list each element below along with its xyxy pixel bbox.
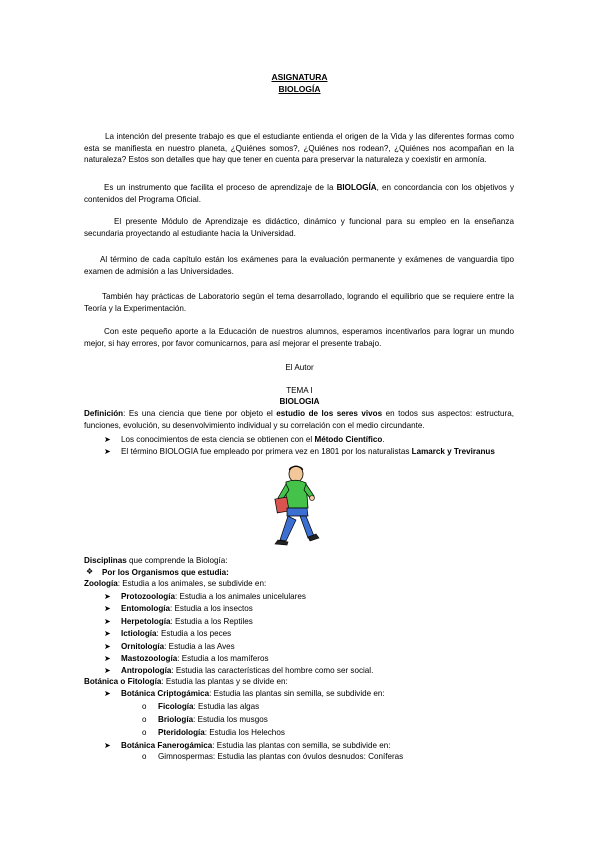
tema-bullet-2: El término BIOLOGIA fue empleado por primera vez en 1801 por los naturalistas Lamarck y Treviranus [121,447,495,456]
zoology-list-item: Ornitología: Estudia a las Aves [121,641,235,651]
tema-bullet-1: Los conocimientos de esta ciencia se obtienen con el Método Científico. [121,435,385,444]
circle-bullet-icon: o [142,702,147,711]
header-line2: BIOLOGÍA [278,84,321,94]
intro-paragraph-2: Es un instrumento que facilita el proceso de aprendizaje de la BIOLOGÍA, en concordancia con los objetivos y contenidos del Programa Oficial. [84,183,514,204]
criptogamica-list-item: Pteridología: Estudia los Helechos [158,728,285,737]
walking-student-illustration [256,464,336,552]
arrow-bullet-icon: ➤ [104,616,111,626]
intro-paragraph-4: Al término de cada capítulo están los exámenes para la evaluación permanente y exámenes de vanguardia tipo examen de admisión a las Universidades. [84,255,514,276]
tema-title: BIOLOGIA [279,397,320,406]
arrow-bullet-icon: ➤ [104,447,111,456]
author-signature: El Autor [285,363,314,372]
arrow-bullet-icon: ➤ [104,592,111,601]
organismos-heading: Por los Organismos que estudia: [102,568,229,577]
definition-paragraph: Definición: Es una ciencia que tiene por objeto el estudio de los seres vivos en todos sus aspectos: estructura, funciones, evolución, su desenvolvimiento individual y su correlación con el medio circundante. [84,409,514,430]
zoology-list-item: Entomología: Estudia a los insectos [121,604,253,614]
zoology-list-item: Ictiología: Estudia a los peces [121,629,232,639]
criptogamica-list-item: Ficología: Estudia las algas [158,702,260,711]
circle-bullet-icon: o [142,728,147,737]
zoology-list-item: Antropología: Estudia las características del hombre como ser social. [121,666,374,676]
intro-paragraph-6: Con este pequeño aporte a la Educación de nuestros alumnos, esperamos incentivarlos para lograr un mundo mejor, si hay errores, por favor comunicarnos, para así mejorar el presente trabajo. [84,327,514,348]
arrow-bullet-icon: ➤ [104,741,111,750]
gimnospermas-item: Gimnospermas: Estudia las plantas con óvulos desnudos: Coníferas [158,752,404,761]
circle-bullet-icon: o [142,715,147,724]
arrow-bullet-icon: ➤ [104,689,111,698]
criptogamica-item: Botánica Criptogámica: Estudia las plantas sin semilla, se subdivide en: [121,689,385,698]
zoologia-heading: Zoología: Estudia a los animales, se subdivide en: [84,579,267,588]
zoology-list-item: Herpetología: Estudia a los Reptiles [121,616,253,626]
arrow-bullet-icon: ➤ [104,641,111,651]
tema-number: TEMA I [286,386,313,395]
disciplinas-intro: Disciplinas que comprende la Biología: [84,556,228,565]
zoology-list-item: Protozoología: Estudia a los animales unicelulares [121,592,306,601]
botanica-heading: Botánica o Fitología: Estudia las plantas y se divide en: [84,677,288,686]
arrow-bullet-icon: ➤ [104,666,111,676]
header-line1: ASIGNATURA [271,72,328,82]
arrow-bullet-icon: ➤ [104,604,111,614]
criptogamica-list-item: Briología: Estudia los musgos [158,715,268,724]
intro-paragraph-3: El presente Módulo de Aprendizaje es didáctico, dinámico y funcional para su empleo en la enseñanza secundaria proyectando al estudiante hacia la Universidad. [84,217,514,238]
zoology-list-item: Mastozoología: Estudia a los mamíferos [121,654,269,663]
intro-paragraph-5: También hay prácticas de Laboratorio según el tema desarrollado, logrando el equilibrio que se requiere entre la Teoría y la Experimentación. [84,292,514,313]
arrow-bullet-icon: ➤ [104,629,111,639]
diamond-bullet-icon: ❖ [86,567,94,576]
arrow-bullet-icon: ➤ [104,435,111,444]
intro-paragraph-1: La intención del presente trabajo es que el estudiante entienda el origen de la Vida y las diferentes formas como esta se manifiesta en nuestro planeta, ¿Quiénes somos?, ¿Quiénes nos rodean?, ¿Quiénes nos acompañan en la naturaleza? Estos son detalles que hay que tener en cuenta para preservar la naturaleza y coexistir en armonía. [84,132,514,164]
arrow-bullet-icon: ➤ [104,654,111,663]
circle-bullet-icon: o [142,752,147,761]
fanerogamica-item: Botánica Fanerogámica: Estudia las plantas con semilla, se subdivide en: [121,741,391,750]
